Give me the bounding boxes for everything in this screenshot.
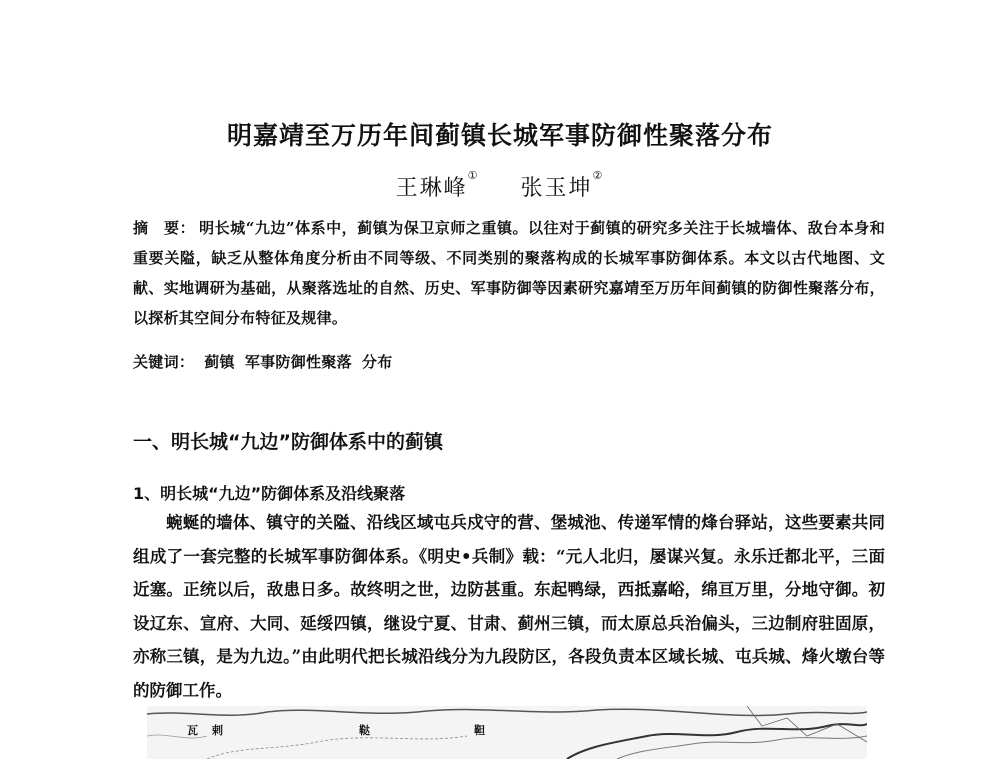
author-1 (395, 169, 480, 201)
keywords (133, 351, 393, 372)
keyword: 军事防御性聚落 (244, 353, 352, 371)
keyword: 蓟镇 (204, 353, 235, 371)
keyword: 分布 (361, 353, 393, 371)
map-drawing (147, 706, 867, 759)
author-name: 张玉坤 (520, 176, 593, 201)
section-heading: 一、明长城“九边”防御体系中的蓟镇 (133, 431, 443, 453)
author-footnote-mark: ① (467, 169, 480, 182)
author-2 (520, 169, 605, 201)
author-footnote-mark: ② (592, 169, 605, 182)
paper-title: 明嘉靖至万历年间蓟镇长城军事防御性聚落分布 (226, 121, 773, 150)
map-label: 瓦剌 (187, 724, 237, 737)
map-figure (147, 706, 867, 759)
abstract (133, 213, 885, 333)
map-label: 靼 (474, 724, 499, 737)
subsection-heading: 1、明长城“九边”防御体系及沿线聚落 (133, 484, 406, 503)
abstract-text: 明长城“九边”体系中，蓟镇为保卫京师之重镇。以往对于蓟镇的研究多关注于长城墙体、敌台本身和重要关隘，缺乏从整体角度分析由不同等级、不同类别的聚落构成的长城军事防御体系。本文以古代地图、文献、实地调研为基础，从聚落选址的自然、历史、军事防御等因素研究嘉靖至万历年间蓟镇的防御性聚落分布，以探析其空间分布特征及规律。 (133, 219, 885, 327)
keywords-label: 关键词： (133, 353, 195, 371)
abstract-label: 摘 要： (133, 219, 196, 237)
map-label: 鞑 (359, 724, 384, 737)
author-line (0, 171, 1000, 202)
author-name: 王琳峰 (395, 176, 468, 201)
body-paragraph: 蜿蜒的墙体、镇守的关隘、沿线区域屯兵戍守的营、堡城池、传递军情的烽台驿站，这些要素共同组成了一套完整的长城军事防御体系。《明史•兵制》载：“元人北归，屡谋兴复。永乐迁都北平，三面近塞。正统以后，敌患日多。故终明之世，边防甚重。东起鸭绿，西抵嘉峪，绵亘万里，分地守御。初设辽东、宣府、大同、延绥四镇，继设宁夏、甘肃、蓟州三镇，而太原总兵治偏头，三边制府驻固原，亦称三镇，是为九边。”由此明代把长城沿线分为九段防区，各段负责本区域长城、屯兵城、烽火墩台等的防御工作。 (133, 513, 885, 700)
